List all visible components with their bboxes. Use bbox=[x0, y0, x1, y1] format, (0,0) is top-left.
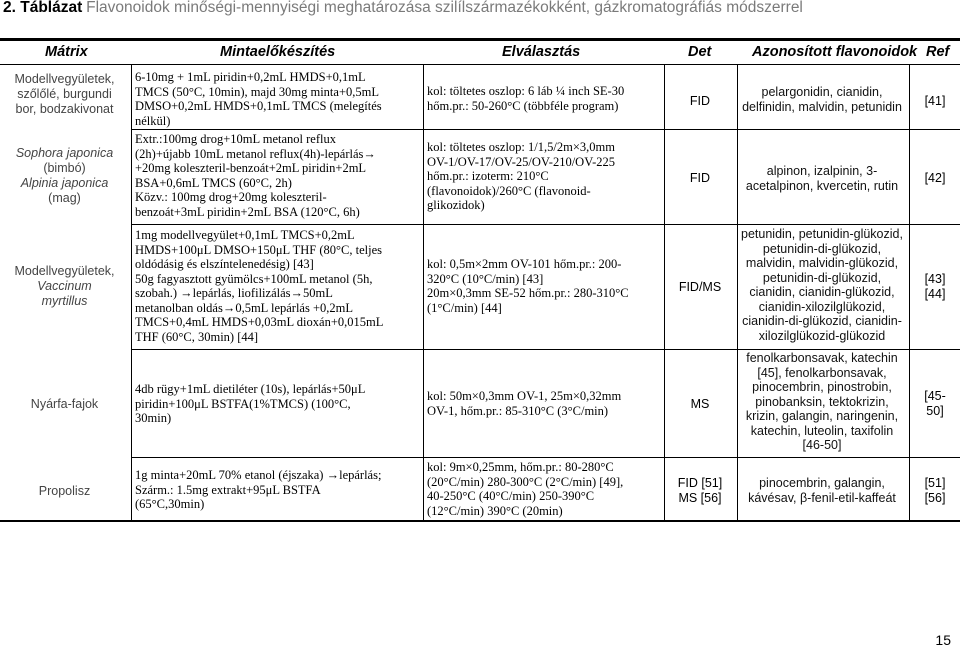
column-divider bbox=[423, 65, 424, 522]
row3-flavonoids: petunidin, petunidin-glükozid, petunidin-di-glükozid, malvidin, malvidin-glükozid, petunidin-di-glükozid, cianidin, cianidin-glükozid, cianidin-xilozilglükozid, cianidin-di-glükozid, cianidin- xilozilglükozid-glükozid bbox=[741, 227, 903, 343]
row1-sep: kol: töltetes oszlop: 6 láb ¼ inch SE-30 hőm.pr.: 50-260°C (többféle program) bbox=[427, 84, 625, 113]
row-divider bbox=[131, 224, 960, 225]
header-det: Det bbox=[688, 44, 712, 60]
row4-matrix: Nyárfa-fajok bbox=[30, 397, 99, 411]
row4-prep: 4db rügy+1mL dietiléter (10s), lepárlás+50μL piridin+100μL BSTFA(1%TMCS) (100°C, 30min) bbox=[135, 382, 366, 425]
row2-ref: [42] bbox=[924, 171, 946, 185]
row5-prep: 1g minta+20mL 70% etanol (éjszaka) →lepárlás; Szárm.: 1.5mg extrakt+95μL BSTFA (65°C,30min) bbox=[135, 468, 382, 511]
row5-flavonoids: pinocembrin, galangin, kávésav, β-fenil-etil-kaffeát bbox=[748, 476, 896, 505]
row2-sep: kol: töltetes oszlop: 1/1,5/2m×3,0mm OV-1/OV-17/OV-25/OV-210/OV-225 hőm.pr.: izoterm: 210°C (flavonoidok)/260°C (flavonoid- glikozidok) bbox=[427, 140, 615, 212]
row2-flavonoids: alpinon, izalpinin, 3- acetalpinon, kvercetin, rutin bbox=[745, 164, 899, 193]
row1-flavonoids: pelargonidin, cianidin, delfinidin, malvidin, petunidin bbox=[742, 85, 902, 114]
row-divider bbox=[131, 349, 960, 350]
table-bottom-rule bbox=[0, 520, 960, 522]
row4-det: MS bbox=[690, 397, 710, 411]
page-number: 15 bbox=[935, 632, 951, 648]
header-ref: Ref bbox=[926, 44, 950, 60]
header-sep: Elválasztás bbox=[502, 44, 581, 60]
row2-det: FID bbox=[689, 171, 711, 185]
flavonoid-table bbox=[0, 38, 960, 522]
caption-number: 2. Táblázat bbox=[3, 0, 83, 16]
caption-text: Flavonoidok minőségi-mennyiségi meghatározása szilílszármazékokként, gázkromatográfiás módszerrel bbox=[86, 0, 803, 16]
row-divider bbox=[131, 457, 960, 458]
row3-ref: [43] [44] bbox=[924, 272, 946, 301]
row1-matrix: Modellvegyületek, szőlőlé, burgundi bor, bodzakivonat bbox=[14, 72, 115, 116]
row1-ref: [41] bbox=[924, 94, 946, 108]
row-divider bbox=[131, 129, 960, 130]
row5-ref: [51] [56] bbox=[924, 476, 946, 505]
row5-det: FID [51] MS [56] bbox=[677, 476, 723, 505]
row3-prep: 1mg modellvegyület+0,1mL TMCS+0,2mL HMDS+100μL DMSO+150μL THF (80°C, teljes oldódásig és elszíntelenedésig) [43] 50g fagyasztott gyümölcs+100mL metanol (5h, szobah.) →lepárlás, liofilizálás→50mL metanolban oldás→0,5mL lepárlás +0,2mL TMCS+0,4mL HMDS+0,03mL dioxán+0,015mL THF (60°C, 30min) [44] bbox=[135, 228, 384, 344]
row5-sep: kol: 9m×0,25mm, hőm.pr.: 80-280°C (20°C/min) 280-300°C (2°C/min) [49], 40-250°C (40°C/min) 250-390°C (12°C/min) 390°C (20min) bbox=[427, 460, 624, 518]
header-prep: Mintaelőkészítés bbox=[220, 44, 336, 60]
table-header bbox=[0, 38, 960, 65]
row4-ref: [45- 50] bbox=[924, 389, 946, 418]
header-flav: Azonosított flavonoidok bbox=[752, 44, 918, 60]
header-matrix: Mátrix bbox=[45, 44, 88, 60]
row2-prep: Extr.:100mg drog+10mL metanol reflux (2h)+újabb 10mL metanol reflux(4h)-lepárlás→ +20mg koleszteril-benzoát+2mL piridin+2mL BSA+0,6mL TMCS (60°C, 2h) Közv.: 100mg drog+20mg koleszteril- benzoát+3mL piridin+2mL BSA (120°C, 6h) bbox=[135, 132, 376, 219]
row3-det: FID/MS bbox=[678, 280, 722, 294]
row3-matrix: Modellvegyületek, Vaccinum myrtillus bbox=[14, 264, 115, 308]
table-caption bbox=[3, 0, 803, 17]
row2-matrix: Sophora japonica (bimbó) Alpinia japonica (mag) bbox=[15, 146, 114, 205]
row4-flavonoids: fenolkarbonsavak, katechin [45], fenolkarbonsavak, pinocembrin, pinostrobin, pinobanksin, tektokrizin, krizin, galangin, naringenin, katechin, luteolin, taxifolin [46-50] bbox=[745, 351, 899, 452]
row1-det: FID bbox=[689, 94, 711, 108]
row5-matrix: Propolisz bbox=[38, 484, 91, 498]
row4-sep: kol: 50m×0,3mm OV-1, 25m×0,32mm OV-1, hőm.pr.: 85-310°C (3°C/min) bbox=[427, 389, 622, 418]
row1-prep: 6-10mg + 1mL piridin+0,2mL HMDS+0,1mL TMCS (50°C, 10min), majd 30mg minta+0,5mL DMSO+0,2mL HMDS+0,1mL TMCS (melegítés nélkül) bbox=[135, 70, 382, 128]
row3-sep: kol: 0,5m×2mm OV-101 hőm.pr.: 200- 320°C (10°C/min) [43] 20m×0,3mm SE-52 hőm.pr.: 280-310°C (1°C/min) [44] bbox=[427, 257, 629, 315]
column-divider bbox=[131, 65, 132, 522]
